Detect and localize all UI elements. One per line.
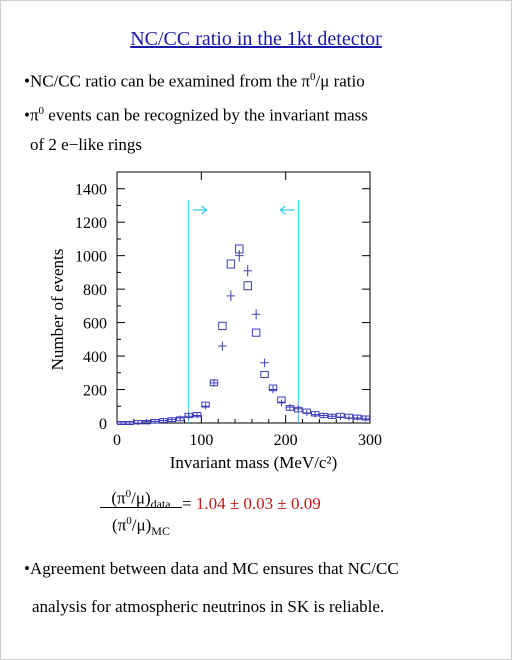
bullet-ratio — [24, 66, 365, 93]
bullet-pi0-continuation: of 2 e−like rings — [30, 135, 143, 154]
pi-symbol-2: π — [29, 105, 39, 125]
bullet-mark: • — [24, 105, 30, 125]
mc-plus-marker — [345, 415, 353, 420]
bullet-agreement: •Agreement between data and MC ensures that NC/CC — [24, 559, 399, 578]
mc-plus-marker — [277, 400, 285, 407]
y-tick-label: 200 — [83, 382, 107, 400]
data-square-marker — [244, 282, 251, 290]
ratio-value: 1.04 ± 0.03 ± 0.09 — [195, 494, 321, 513]
mc-plus-marker — [311, 412, 319, 418]
mc-plus-marker — [201, 403, 209, 409]
y-tick-label: 1200 — [75, 215, 107, 233]
num-open-pi: (π — [111, 488, 126, 508]
fraction-denominator — [100, 509, 182, 539]
slide-title: NC/CC ratio in the 1kt detector — [130, 28, 382, 50]
fraction-numerator — [100, 482, 182, 512]
x-tick-label: 0 — [113, 432, 121, 449]
mc-plus-marker — [260, 358, 268, 367]
mc-plus-marker — [218, 341, 226, 350]
mc-plus-marker — [362, 416, 370, 421]
mc-plus-marker — [193, 413, 201, 419]
den-sub-mc: MC — [151, 524, 170, 539]
den-mu: /μ) — [131, 515, 152, 535]
data-square-marker — [219, 322, 226, 329]
y-tick-label: 600 — [83, 315, 107, 333]
bullet-pi0-events — [24, 100, 368, 127]
den-zero: 0 — [126, 515, 132, 527]
pi-zero-superscript: 0 — [310, 71, 316, 83]
mc-plus-marker — [184, 414, 192, 420]
mc-plus-marker — [227, 291, 235, 302]
mc-plus-marker — [294, 406, 302, 412]
ratio-fraction — [100, 482, 182, 539]
y-tick-label: 0 — [99, 416, 107, 433]
plot-frame — [117, 172, 370, 423]
cut-arrow-left — [280, 206, 294, 214]
mc-plus-marker — [134, 421, 142, 425]
y-tick-label: 1400 — [75, 181, 107, 199]
y-axis-label: Number of events — [48, 248, 67, 371]
mc-plus-marker — [286, 404, 294, 410]
mc-plus-marker — [176, 415, 184, 420]
y-tick-label: 800 — [83, 282, 107, 300]
mc-plus-marker — [269, 386, 277, 393]
invariant-mass-chart — [0, 160, 512, 480]
cut-arrow-right — [193, 206, 207, 214]
den-open-pi: (π — [112, 515, 127, 535]
bullet1-text: •NC/CC ratio can be examined from the — [24, 71, 302, 91]
y-tick-label: 1000 — [75, 248, 107, 266]
mc-plus-marker — [235, 250, 243, 262]
bullet2-text: events can be recognized by the invariant mass — [44, 105, 368, 125]
pi-zero-superscript-2: 0 — [38, 105, 45, 117]
x-tick-label: 200 — [273, 432, 298, 449]
pi-symbol: π — [301, 71, 310, 91]
data-square-marker — [252, 329, 259, 336]
num-zero: 0 — [125, 488, 132, 500]
bullet-agreement-continuation: analysis for atmospheric neutrinos in SK is reliable. — [32, 597, 385, 616]
mc-plus-marker — [252, 309, 260, 319]
bullet1-tail: ratio — [329, 71, 365, 91]
x-tick-label: 100 — [189, 432, 214, 449]
mc-plus-marker — [353, 415, 361, 420]
x-tick-label: 300 — [358, 432, 382, 449]
num-mu: /μ) — [131, 488, 151, 508]
data-square-marker — [261, 371, 268, 377]
x-axis-label: Invariant mass (MeV/c²) — [169, 453, 338, 472]
equals-sign: = — [182, 494, 196, 513]
ratio-result — [182, 494, 321, 514]
mc-plus-marker — [303, 410, 311, 416]
y-tick-label: 400 — [83, 349, 107, 367]
mc-plus-marker — [244, 265, 252, 276]
slash-mu: /μ — [315, 71, 330, 91]
mc-plus-marker — [336, 414, 344, 419]
num-sub-data: data — [150, 497, 171, 512]
data-square-marker — [227, 260, 234, 268]
